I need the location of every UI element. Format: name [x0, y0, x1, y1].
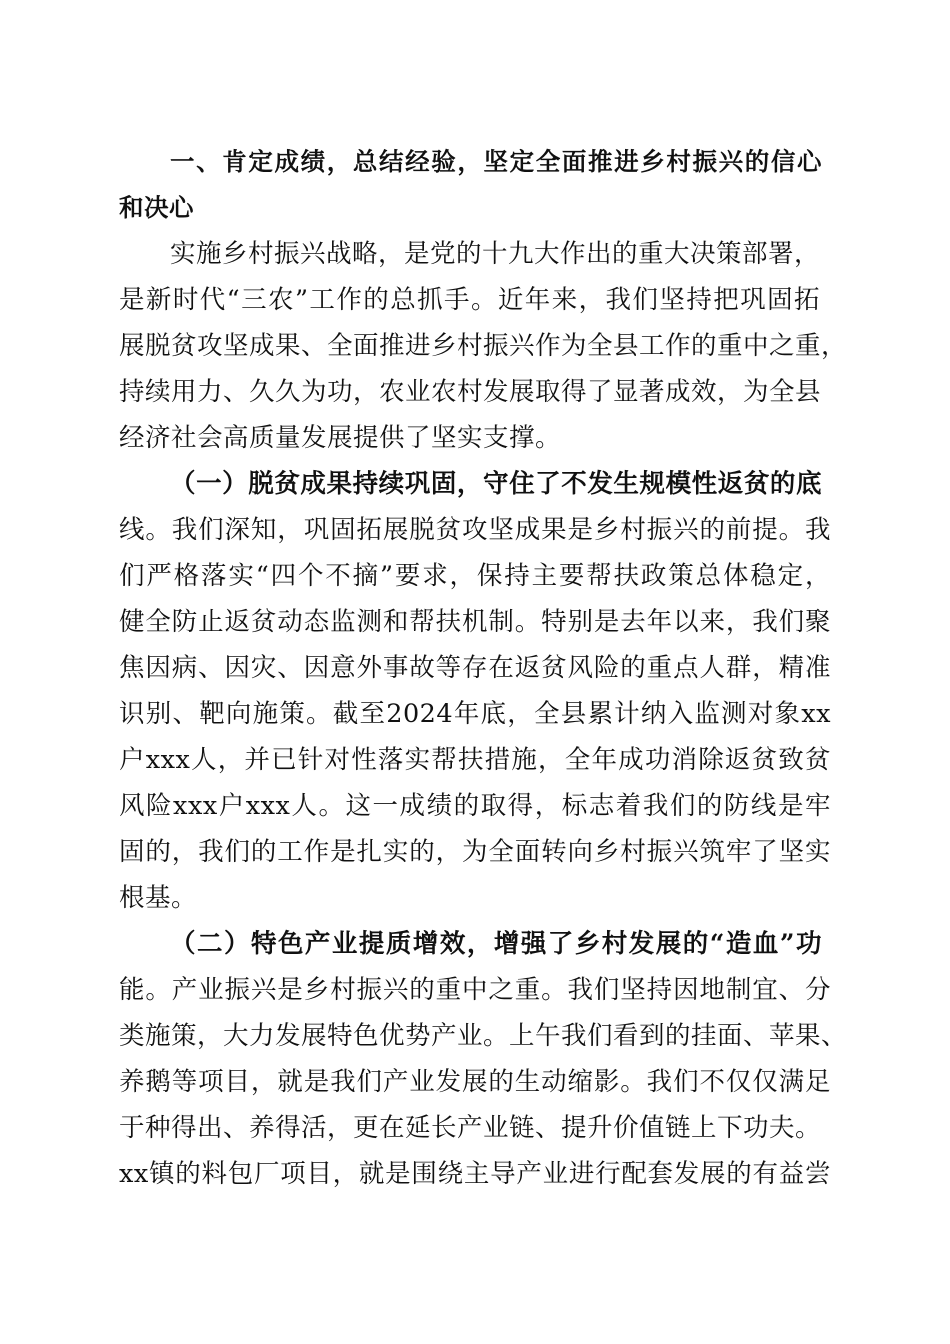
paragraph-line: 展脱贫攻坚成果、全面推进乡村振兴作为全县工作的重中之重，: [119, 331, 848, 361]
paragraph-line: xx镇的料包厂项目，就是围绕主导产业进行配套发展的有益尝: [119, 1159, 831, 1189]
paragraph-line: 实施乡村振兴战略，是党的十九大作出的重大决策部署，: [170, 239, 821, 269]
paragraph-line: 类施策，大力发展特色优势产业。上午我们看到的挂面、苹果、: [119, 1021, 848, 1051]
paragraph-line: 户xxx人，并已针对性落实帮扶措施，全年成功消除返贫致贫: [119, 745, 831, 775]
paragraph-line: 固的，我们的工作是扎实的，为全面转向乡村振兴筑牢了坚实: [119, 837, 831, 867]
subsection-heading-line: （一）脱贫成果持续巩固，守住了不发生规模性返贫的底: [170, 469, 822, 499]
section-heading-line-2: 和决心: [119, 193, 194, 222]
paragraph-line: 风险xxx户xxx人。这一成绩的取得，标志着我们的防线是牢: [119, 791, 831, 821]
paragraph-line: 根基。: [119, 883, 198, 913]
paragraph-line: 能。产业振兴是乡村振兴的重中之重。我们坚持因地制宜、分: [119, 975, 831, 1005]
paragraph-line: 持续用力、久久为功，农业农村发展取得了显著成效，为全县: [119, 377, 822, 407]
section-heading-line-1: 一、肯定成绩，总结经验，坚定全面推进乡村振兴的信心: [170, 147, 822, 176]
paragraph-line: 们严格落实“四个不摘”要求，保持主要帮扶政策总体稳定，: [119, 561, 831, 591]
paragraph-line: 线。我们深知，巩固拓展脱贫攻坚成果是乡村振兴的前提。我: [119, 515, 831, 545]
paragraph-line: 养鹅等项目，就是我们产业发展的生动缩影。我们不仅仅满足: [119, 1067, 831, 1097]
paragraph-line: 于种得出、养得活，更在延长产业链、提升价值链上下功夫。: [119, 1113, 822, 1143]
subsection-heading-line: （二）特色产业提质增效，增强了乡村发展的“造血”功: [170, 929, 822, 959]
paragraph-line: 识别、靶向施策。截至2024年底，全县累计纳入监测对象xx: [119, 699, 831, 729]
paragraph-line: 焦因病、因灾、因意外事故等存在返贫风险的重点人群，精准: [119, 653, 831, 683]
paragraph-line: 健全防止返贫动态监测和帮扶机制。特别是去年以来，我们聚: [119, 607, 831, 637]
paragraph-line: 是新时代“三农”工作的总抓手。近年来，我们坚持把巩固拓: [119, 285, 820, 315]
paragraph-line: 经济社会高质量发展提供了坚实支撑。: [119, 423, 562, 453]
